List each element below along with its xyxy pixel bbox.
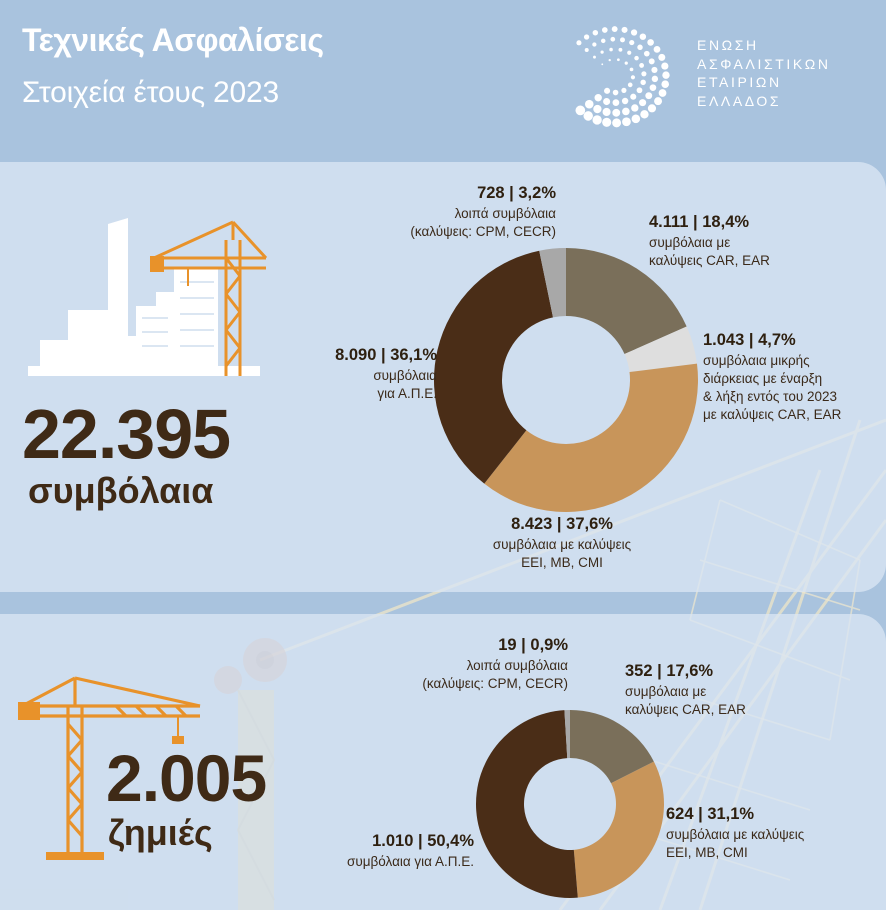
- logo-dot: [661, 62, 668, 69]
- contracts-slice-label-taupe: [649, 213, 770, 270]
- logo-dot: [647, 39, 654, 46]
- contracts-slice-label-lightgray: [703, 331, 841, 424]
- logo-text: [697, 36, 831, 110]
- series-description: λοιπά συμβόλαια (καλύψεις: CPM, CECR): [422, 658, 568, 691]
- claims-slice-label-tan: [666, 805, 804, 862]
- logo-dot: [634, 56, 639, 61]
- logo-dot: [601, 39, 605, 43]
- contracts-slice-label-tan: [462, 515, 662, 572]
- logo-dot: [600, 50, 603, 53]
- series-description: συμβόλαια για Α.Π.Ε.: [347, 854, 474, 869]
- logo-dot: [654, 46, 661, 53]
- claims-donut-chart: [476, 710, 664, 898]
- logo-dot: [601, 63, 603, 65]
- data-label: 1.010 | 50,4%: [372, 832, 474, 850]
- logo-dot: [631, 75, 635, 79]
- logo-dot: [630, 94, 636, 100]
- data-label: 728 | 3,2%: [477, 184, 556, 202]
- logo-dot: [622, 117, 631, 126]
- logo-dot: [654, 97, 662, 105]
- logo-dot: [631, 29, 637, 35]
- logo-dot: [622, 27, 628, 33]
- series-description: συμβόλαια με καλύψεις EEI, MB, CMI: [666, 827, 805, 860]
- logo-dot: [609, 48, 613, 52]
- page-subtitle: Στοιχεία έτους 2023: [22, 76, 279, 109]
- logo-dot: [658, 54, 665, 61]
- logo-dot: [625, 61, 628, 64]
- logo-dot: [619, 48, 623, 52]
- logo-dot: [612, 26, 618, 32]
- logo-dot: [661, 80, 669, 88]
- series-description: συμβόλαια μικρής διάρκειας με έναρξη & λήξη εντός του 2023 με καλύψεις CAR, EAR: [703, 353, 842, 422]
- logo-dot: [622, 108, 630, 116]
- logo-dot: [641, 71, 646, 76]
- logo-dot: [639, 99, 646, 106]
- logo-line: ΕΛΛΑΔΟΣ: [697, 92, 782, 109]
- logo-dot: [631, 104, 638, 111]
- logo-dot: [640, 33, 646, 39]
- logo-line: ΕΝΩΣΗ: [697, 37, 759, 53]
- logo-dot: [630, 68, 634, 72]
- logo-dot: [585, 48, 589, 52]
- logo-dot: [617, 58, 620, 61]
- association-logo-icon: [540, 18, 690, 128]
- logo-dot: [639, 63, 644, 68]
- logo-dot: [612, 109, 620, 117]
- logo-dot: [585, 100, 594, 109]
- logo-dot: [609, 59, 611, 61]
- logo-dot: [632, 115, 641, 124]
- series-description: συμβόλαια με καλύψεις CAR, EAR: [625, 684, 746, 717]
- claims-slice-label-taupe: [625, 662, 746, 719]
- series-description: συμβόλαια για Α.Π.Ε.: [373, 368, 437, 401]
- logo-dot: [620, 37, 625, 42]
- logo-dot: [603, 108, 611, 116]
- claims-total: 2.005: [106, 741, 267, 815]
- claims-slice-label-gray: [422, 636, 568, 693]
- logo-dot: [593, 105, 601, 113]
- logo-dot: [652, 76, 658, 82]
- logo-dot: [621, 88, 626, 93]
- data-label: 8.423 | 37,6%: [511, 515, 613, 533]
- logo-line: ΕΤΑΙΡΙΩΝ: [697, 74, 782, 90]
- city-construction-icon: [28, 218, 268, 380]
- logo-dot: [640, 110, 648, 118]
- logo-dot: [593, 56, 596, 59]
- series-description: λοιπά συμβόλαια (καλύψεις: CPM, CECR): [410, 206, 556, 239]
- logo-dot: [648, 104, 656, 112]
- logo-dot: [613, 99, 620, 106]
- logo-dot: [622, 98, 628, 104]
- donut-slice: [476, 710, 578, 898]
- logo-dot: [602, 118, 611, 127]
- contracts-donut-chart: [434, 248, 698, 512]
- logo-dot: [650, 84, 657, 91]
- logo-dot: [628, 83, 633, 88]
- data-label: 4.111 | 18,4%: [649, 213, 750, 231]
- logo-dot: [637, 87, 643, 93]
- logo-dot: [584, 34, 589, 39]
- logo-dot: [659, 89, 667, 97]
- logo-dot: [613, 90, 619, 96]
- series-description: συμβόλαια με καλύψεις EEI, MB, CMI: [492, 537, 632, 570]
- contracts-slice-label-gray: [410, 184, 556, 241]
- page-title: Τεχνικές Ασφαλίσεις: [22, 22, 324, 58]
- logo-dot: [576, 40, 581, 45]
- data-label: 352 | 17,6%: [625, 662, 714, 680]
- logo-dot: [651, 67, 657, 73]
- claims-total-label: ζημιές: [108, 812, 213, 853]
- logo-dot: [604, 88, 610, 94]
- logo-dot: [640, 80, 645, 85]
- series-description: συμβόλαια με καλύψεις CAR, EAR: [649, 235, 770, 268]
- logo-dot: [575, 106, 585, 116]
- logo-dot: [644, 51, 650, 57]
- contracts-total-label: συμβόλαια: [28, 470, 214, 511]
- donut-slice: [574, 762, 664, 898]
- logo-dot: [593, 30, 598, 35]
- data-label: 19 | 0,9%: [498, 636, 568, 654]
- logo-dot: [645, 92, 652, 99]
- logo-dot: [592, 42, 596, 46]
- logo-dot: [602, 27, 608, 33]
- data-label: 8.090 | 36,1%: [335, 346, 437, 364]
- contracts-total: 22.395: [22, 395, 231, 473]
- logo-dot: [629, 40, 634, 45]
- logo-dot: [662, 71, 669, 78]
- contracts-slice-label-brown: [335, 346, 437, 403]
- logo-dot: [612, 118, 621, 127]
- logo-dot: [592, 115, 601, 124]
- data-label: 624 | 31,1%: [666, 805, 755, 823]
- logo-dot: [603, 98, 610, 105]
- logo-dot: [610, 37, 615, 42]
- data-label: 1.043 | 4,7%: [703, 331, 796, 349]
- logo-dot: [627, 51, 631, 55]
- logo-dot: [649, 58, 655, 64]
- logo-dot: [637, 45, 642, 50]
- logo-dot: [583, 111, 593, 121]
- logo-line: ΑΣΦΑΛΙΣΤΙΚΩΝ: [697, 55, 831, 72]
- claims-slice-label-brown: [347, 832, 474, 871]
- logo-dot: [595, 94, 602, 101]
